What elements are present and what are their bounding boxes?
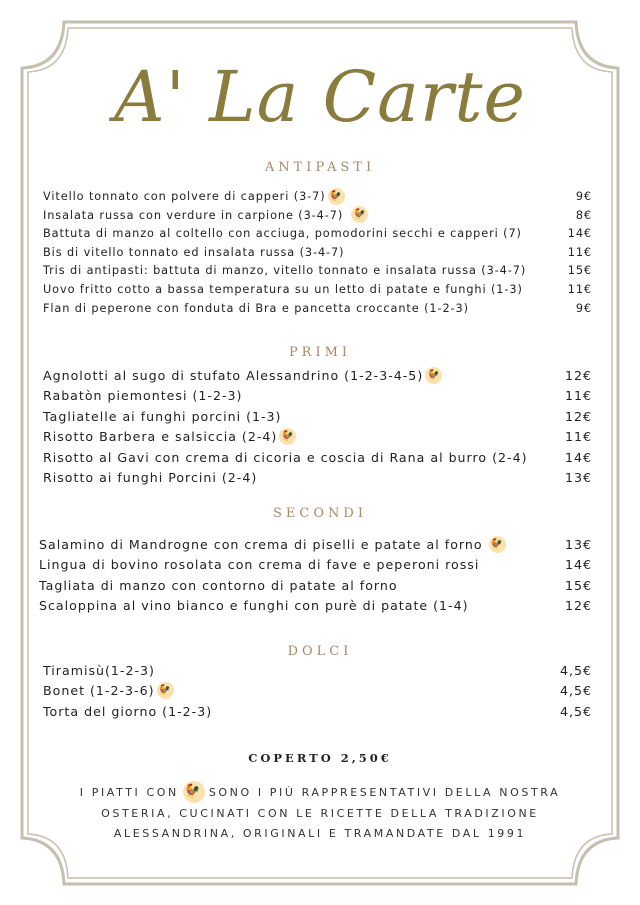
dish-price: 11€	[564, 388, 592, 404]
menu-item	[39, 576, 592, 596]
rooster-icon: 🐓	[157, 682, 174, 699]
section-heading-dolci: DOLCI	[287, 644, 353, 659]
primi-list	[43, 366, 592, 488]
rooster-icon: 🐓	[425, 367, 442, 384]
coperto-charge: COPERTO 2,50€	[248, 751, 392, 765]
dish-price: 9€	[575, 301, 592, 315]
menu-item	[39, 596, 592, 616]
dish-price: 4,5€	[559, 683, 592, 699]
dish-name: Rabatòn piemontesi (1-2-3)	[43, 388, 243, 404]
rooster-icon: 🐓	[351, 206, 368, 223]
dish-price: 8€	[575, 208, 592, 222]
menu-item	[39, 535, 592, 555]
menu-item	[43, 468, 592, 488]
dish-price: 14€	[564, 449, 592, 465]
footer-note-before-icon: I PIATTI CON	[79, 786, 179, 799]
secondi-list	[39, 535, 592, 617]
dish-name: Tiramisù(1-2-3)	[43, 663, 155, 678]
dish-price: 11€	[564, 429, 592, 445]
menu-item	[43, 225, 592, 244]
footer-note	[40, 782, 600, 843]
dish-name: Tagliata di manzo con contorno di patate al forno	[39, 577, 398, 593]
menu-item	[43, 702, 592, 722]
dish-price: 11€	[567, 282, 592, 296]
dish-price: 13€	[564, 537, 592, 552]
section-heading-primi: PRIMI	[288, 345, 352, 360]
menu-item	[39, 555, 592, 575]
menu-item	[43, 386, 592, 406]
dish-name: Insalata russa con verdure in carpione (3-4-7)	[43, 208, 344, 222]
dish-price: 11€	[567, 245, 592, 259]
dish-name: Agnolotti al sugo di stufato Alessandrino (1-2-3-4-5)	[43, 368, 424, 383]
menu-item	[43, 427, 592, 447]
menu-item	[43, 366, 592, 386]
dish-price: 4,5€	[559, 703, 592, 719]
dish-price: 12€	[564, 598, 592, 614]
menu-item	[43, 300, 592, 319]
menu-item	[43, 262, 592, 281]
menu-item	[43, 244, 592, 263]
dish-name: Risotto al Gavi con crema di cicoria e coscia di Rana al burro (2-4)	[43, 449, 528, 465]
dish-name: Risotto Barbera e salsiccia (2-4)	[43, 429, 278, 445]
menu-item	[43, 188, 592, 207]
antipasti-list	[43, 188, 592, 318]
dish-name: Lingua di bovino rosolata con crema di fave e peperoni rossi	[39, 557, 480, 573]
footer-note-line2: OSTERIA, CUCINATI CON LE RICETTE DELLA TRADIZIONE	[101, 807, 539, 820]
dish-name: Torta del giorno (1-2-3)	[43, 703, 213, 719]
rooster-icon: 🐓	[279, 428, 296, 445]
dish-price: 9€	[575, 190, 592, 203]
dish-name: Salamino di Mandrogne con crema di piselli e patate al forno	[39, 537, 483, 552]
dish-price: 12€	[564, 368, 592, 383]
footer-note-line3: ALESSANDRINA, ORIGINALI E TRAMANDATE DAL 1991	[113, 826, 527, 840]
dish-name: Vitello tonnato con polvere di capperi (3-7)	[43, 190, 326, 203]
dish-name: Tris di antipasti: battuta di manzo, vitello tonnato e insalata russa (3-4-7)	[43, 264, 527, 278]
dish-name: Bonet (1-2-3-6)	[43, 683, 155, 699]
menu-item	[43, 407, 592, 427]
dolci-list	[43, 661, 592, 722]
dish-name: Tagliatelle ai funghi porcini (1-3)	[43, 408, 282, 424]
menu-item	[43, 661, 592, 681]
menu-item	[43, 281, 592, 300]
dish-name: Risotto ai funghi Porcini (2-4)	[43, 469, 258, 485]
menu-item	[43, 448, 592, 468]
dish-price: 15€	[564, 577, 592, 593]
menu-item	[43, 681, 592, 701]
dish-name: Scaloppina al vino bianco e funghi con purè di patate (1-4)	[39, 598, 469, 614]
footer-note-line1: SONO I PIÙ RAPPRESENTATIVI DELLA NOSTRA	[208, 786, 561, 799]
dish-price: 15€	[567, 264, 592, 278]
section-heading-antipasti: ANTIPASTI	[264, 160, 376, 175]
menu-item	[43, 207, 592, 226]
dish-name: Flan di peperone con fonduta di Bra e pancetta croccante (1-2-3)	[43, 301, 469, 315]
rooster-icon: 🐓	[489, 536, 506, 553]
dish-name: Battuta di manzo al coltello con acciuga, pomodorini secchi e capperi (7)	[43, 227, 522, 241]
dish-price: 4,5€	[559, 663, 592, 678]
dish-price: 14€	[567, 227, 592, 241]
dish-price: 13€	[564, 469, 592, 485]
menu-title: A' La Carte	[114, 56, 526, 138]
dish-name: Bis di vitello tonnato ed insalata russa (3-4-7)	[43, 245, 345, 259]
dish-price: 12€	[564, 408, 592, 424]
dish-name: Uovo fritto cotto a bassa temperatura su un letto di patate e funghi (1-3)	[43, 282, 523, 296]
section-heading-secondi: SECONDI	[273, 506, 367, 521]
rooster-icon: 🐓	[328, 188, 345, 205]
dish-price: 14€	[564, 557, 592, 573]
rooster-icon: 🐓	[183, 781, 205, 803]
